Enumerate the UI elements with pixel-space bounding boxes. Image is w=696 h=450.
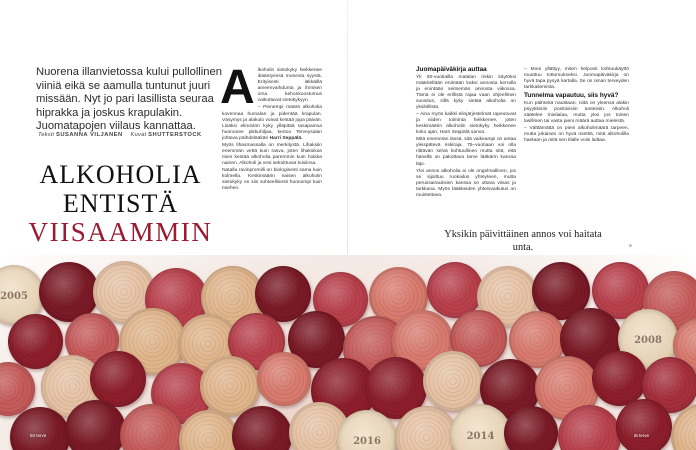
byline-author: SUSANNA VILJANEN xyxy=(55,132,123,138)
wine-corks-photo xyxy=(0,255,696,450)
byline-text-role: Teksti xyxy=(38,132,55,138)
cork xyxy=(257,352,311,406)
cork xyxy=(592,351,647,406)
cork xyxy=(423,351,483,411)
cork-year-label: 2008 xyxy=(634,335,662,347)
pull-quote: Yksikin päivittäinen annos voi haitata unta. xyxy=(444,229,602,253)
byline xyxy=(38,132,208,138)
title-line-2: ENTISTÄ xyxy=(62,189,179,218)
lead-paragraph: Nuorena illanvietossa kului pullollinen viiniä eikä se aamulla tuntunut juuri missään. Nyt jo pari lasillista seuraa hiprakka ja joskus krapulakin. Juomatapojen viilaus kannattaa. xyxy=(36,66,222,133)
col2-paragraph-1: Yli 60-vuotiailla matalan riskin käytöksi määritellään enintään kaksi annosta kerralla ja enintään seitsemän annosta viikossa. Tämä ei ole erillistä rajaa vaan ohjeellinen suositus, sillä kyky sietää alkoholia on yksilöllistä. xyxy=(416,74,516,110)
folio-left: 50 terve xyxy=(30,433,47,438)
folio-right: ät terve xyxy=(634,433,650,438)
col2-paragraph-3: Mitä enemmän iässä, sitä vaikeampi on antaa yleispätevä riskiraja. 75–vuotiaan voi olla riittävän selvä kohtuullinen mutta sitä, että hänellä on pakottava tarve lääkärin kanssa läpi. xyxy=(416,137,516,167)
subheading-juomapaivakirja: Juomapäiväkirja auttaa xyxy=(416,66,487,73)
drop-cap: A xyxy=(220,61,255,114)
cork xyxy=(616,399,672,450)
cork xyxy=(90,351,146,407)
cork xyxy=(65,400,126,450)
page-gutter xyxy=(347,0,348,270)
col1-paragraph-2: – Pienempi määrä alkoholia kovennaa humalan ja pidentää krapulan. Väsymys ja alakulo voivat kestää jopa päivän. Lisäksi elimistön kyky ylläpitää tasapainoa huononee pikkuhiljaa, kertoo Terveysalan johtava päihdelääkäri xyxy=(222,105,322,141)
cork-year-label: 2014 xyxy=(466,430,495,442)
title-line-1: ALKOHOLIA xyxy=(39,160,202,189)
col3-paragraph-1: – Moni yllättyy, miten helposti kohtuukäyttö muuttuu tottumukseksi. Juomapäiväkirja on hyvä tapa pysyä kartalla. Se on oman terveyden tarkkailemista. xyxy=(524,67,629,91)
cork-year-label: 2016 xyxy=(353,436,381,448)
byline-photo-role: Kuvat xyxy=(130,132,147,138)
byline-photo-credit: SHUTTERSTOCK xyxy=(148,132,202,138)
col3-paragraph-3: – Välttämättä on pieni alkoholimäärä tarpeen, mutta jokaisen on hyvä miettiä, mitä alkoholilla haetaan ja mitä sen tilalle voisi laittaa. xyxy=(524,126,629,144)
body-column-1 xyxy=(220,61,322,194)
end-mark: » xyxy=(629,243,632,249)
cork-year-label: 2005 xyxy=(0,291,28,303)
col1-paragraph-1: lkoholin sietokyky heikkenee ikääntyessä monesta syystä. Erityisesti iäkkäillä aineenvaihdunta ja ihmisen oma kehonkoostumus vaikuttavat sietokykyyn. xyxy=(257,68,322,104)
col3-paragraph-2: Kun päihteitä nautitaan, niitä on yleensä alakin psyykkisiin positiivisiin tunteisiin. Alkoholi säätelee mielialaa, mutta yksi jos toinen lasillinen tai vasta pieni määrä auttaa mielestä. xyxy=(524,100,629,125)
article-title xyxy=(28,160,213,247)
expert-name: Harri Seppälä. xyxy=(269,135,303,141)
body-column-2 xyxy=(416,66,516,200)
col1-paragraph-3: Myös lihasmassalla on merkitystä. Lihaksiin enemmän vettä kuin rasva, joten lihaksikas mies kestää alkoholia paremmin kuin hoikka nainen. Alkoholi ja vesi sekoittuvat toisiinsa. xyxy=(222,142,322,167)
title-line-3: VIISAAMMIN xyxy=(28,217,213,247)
body-column-3 xyxy=(524,67,629,146)
col2-paragraph-4: Ylei annos alkoholia ei ole ongelmallinen, jos se sijoittuu ruokailun yhteyteen, mutta perussairauksien kanssa on oltava viisas ja tarkkana. Myös lääkkeiden yhteisvaikutus on muistettava. xyxy=(416,168,516,198)
subheading-tunnelma: Tunnelma vapautuu, siis hyvä? xyxy=(524,92,619,100)
col2-paragraph-2: – Aina myös kaikki elinjärjestelmät rapeutuvat ja niiden toiminta heikkenee, joten keskimäärin alkoholin sietokyky heikkenee koko ajan, Harri Seppälä sanoo. xyxy=(416,111,516,136)
col1-paragraph-4: Natalla ravinpromilli on biologisesti sama kuin kolmella. Keskimäärin naisen alkoholin sietokyky on siis suhteellisesti huonompi kuin miehen. xyxy=(222,168,322,192)
